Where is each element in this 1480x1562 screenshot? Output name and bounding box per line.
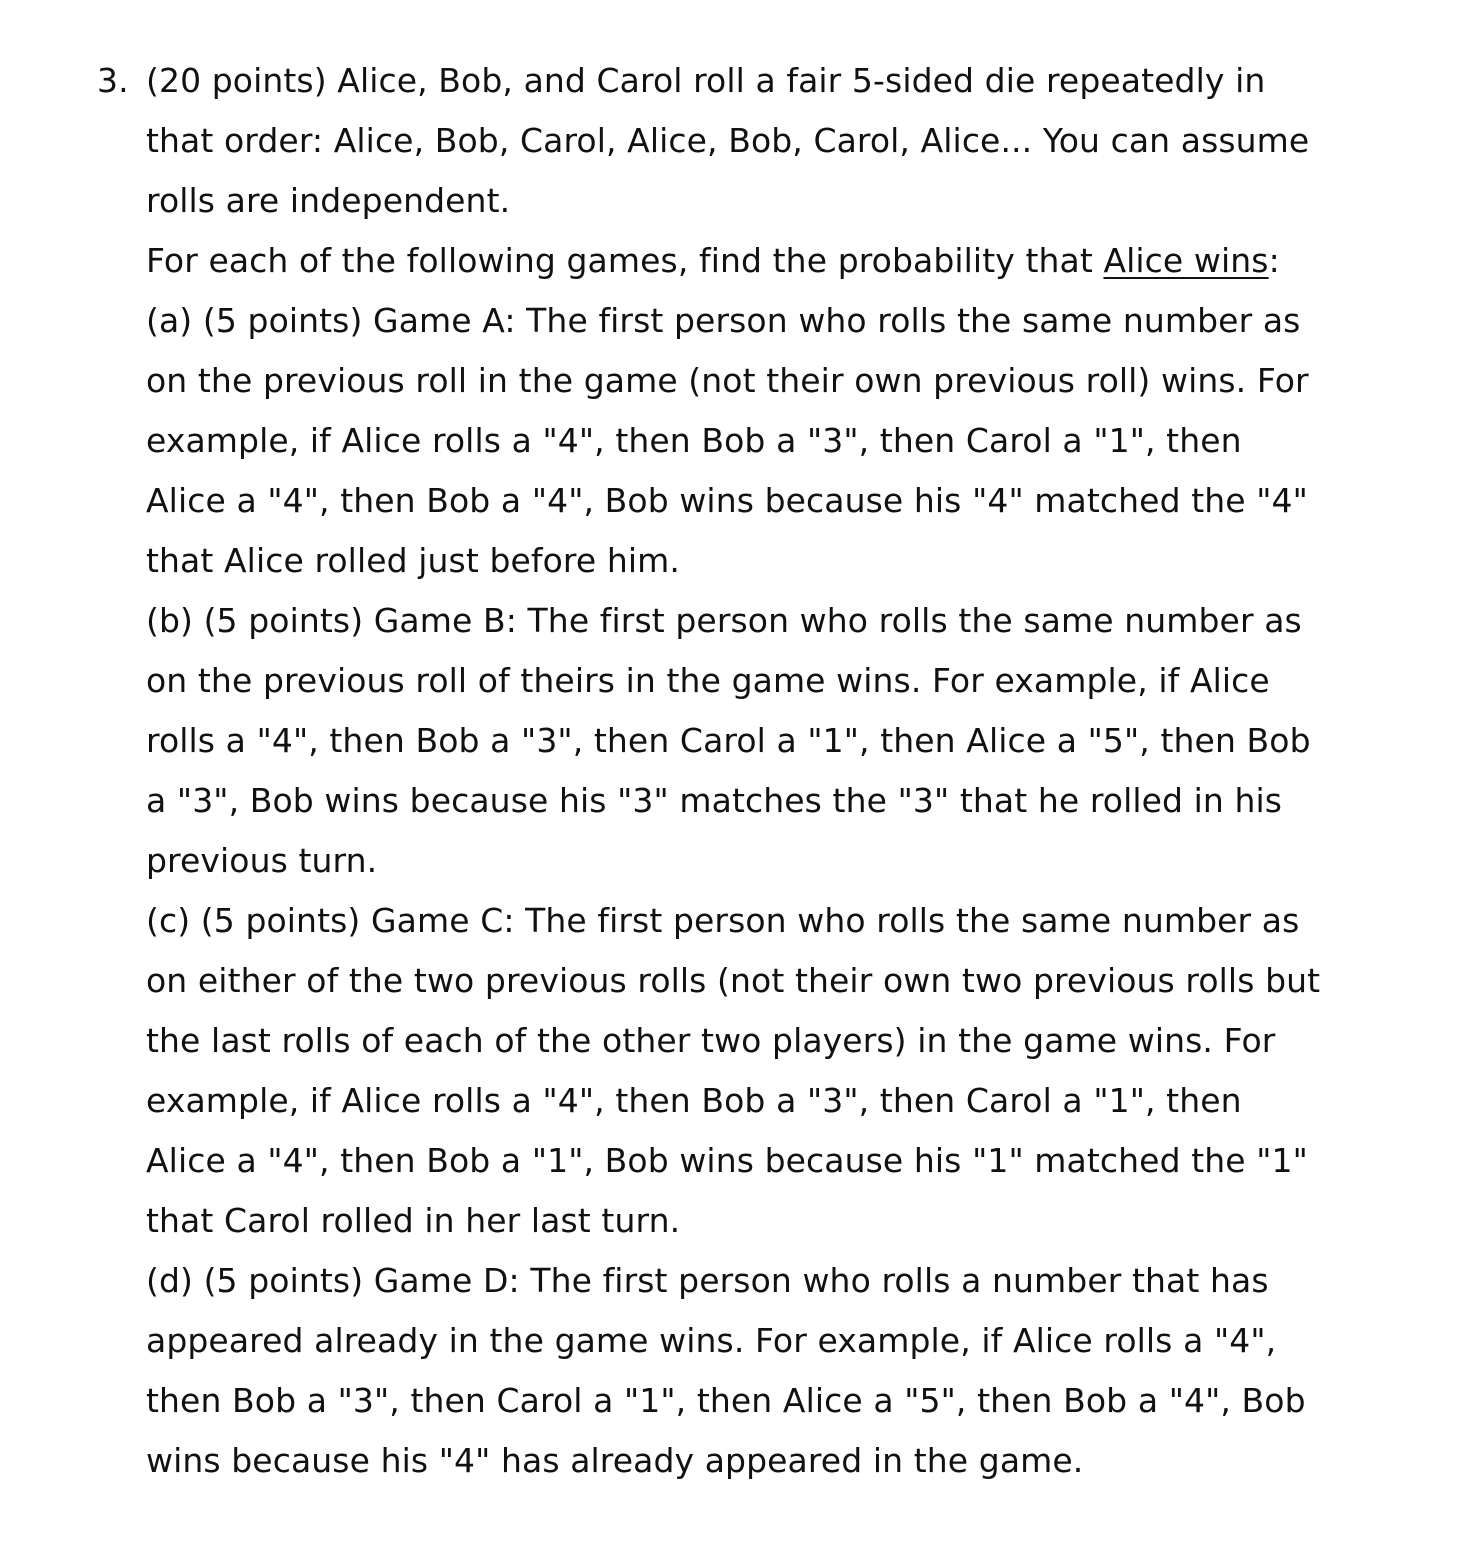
problem-3 [0,51,1480,1491]
question-suffix: : [1268,241,1280,280]
question-prefix: For each of the following games, find the probability that [146,241,1104,280]
problem-number: 3. [97,61,129,100]
question-underlined: Alice wins [1103,241,1269,280]
part-c: (c) (5 points) Game C: The first person who rolls the same number as on either of the two previous rolls (not their own two previous rolls but the last rolls of each of the other two players) in the game wins. For example, if Alice rolls a "4", then Bob a "3", then Carol a "1", then Alice a "4", then Bob a "1", Bob wins because his "1" matched the "1" that Carol rolled in her last turn. [146,901,1321,1240]
part-d: (d) (5 points) Game D: The first person who rolls a number that has appeared already in the game wins. For example, if Alice rolls a "4", then Bob a "3", then Carol a "1", then Alice a "5", then Bob a "4", Bob wins because his "4" has already appeared in the game. [146,1261,1306,1480]
problem-intro: (20 points) Alice, Bob, and Carol roll a fair 5-sided die repeatedly in that order: Alice, Bob, Carol, Alice, Bob, Carol, Alice... You can assume rolls are independent. [146,61,1310,220]
problem-question [146,231,1330,291]
part-b: (b) (5 points) Game B: The first person who rolls the same number as on the previous roll of theirs in the game wins. For example, if Alice rolls a "4", then Bob a "3", then Carol a "1", then Alice a "5", then Bob a "3", Bob wins because his "3" matches the "3" that he rolled in his previous turn. [146,601,1311,880]
part-a: (a) (5 points) Game A: The first person who rolls the same number as on the previous roll in the game (not their own previous roll) wins. For example, if Alice rolls a "4", then Bob a "3", then Carol a "1", then Alice a "4", then Bob a "4", Bob wins because his "4" matched the "4" that Alice rolled just before him. [146,301,1309,580]
